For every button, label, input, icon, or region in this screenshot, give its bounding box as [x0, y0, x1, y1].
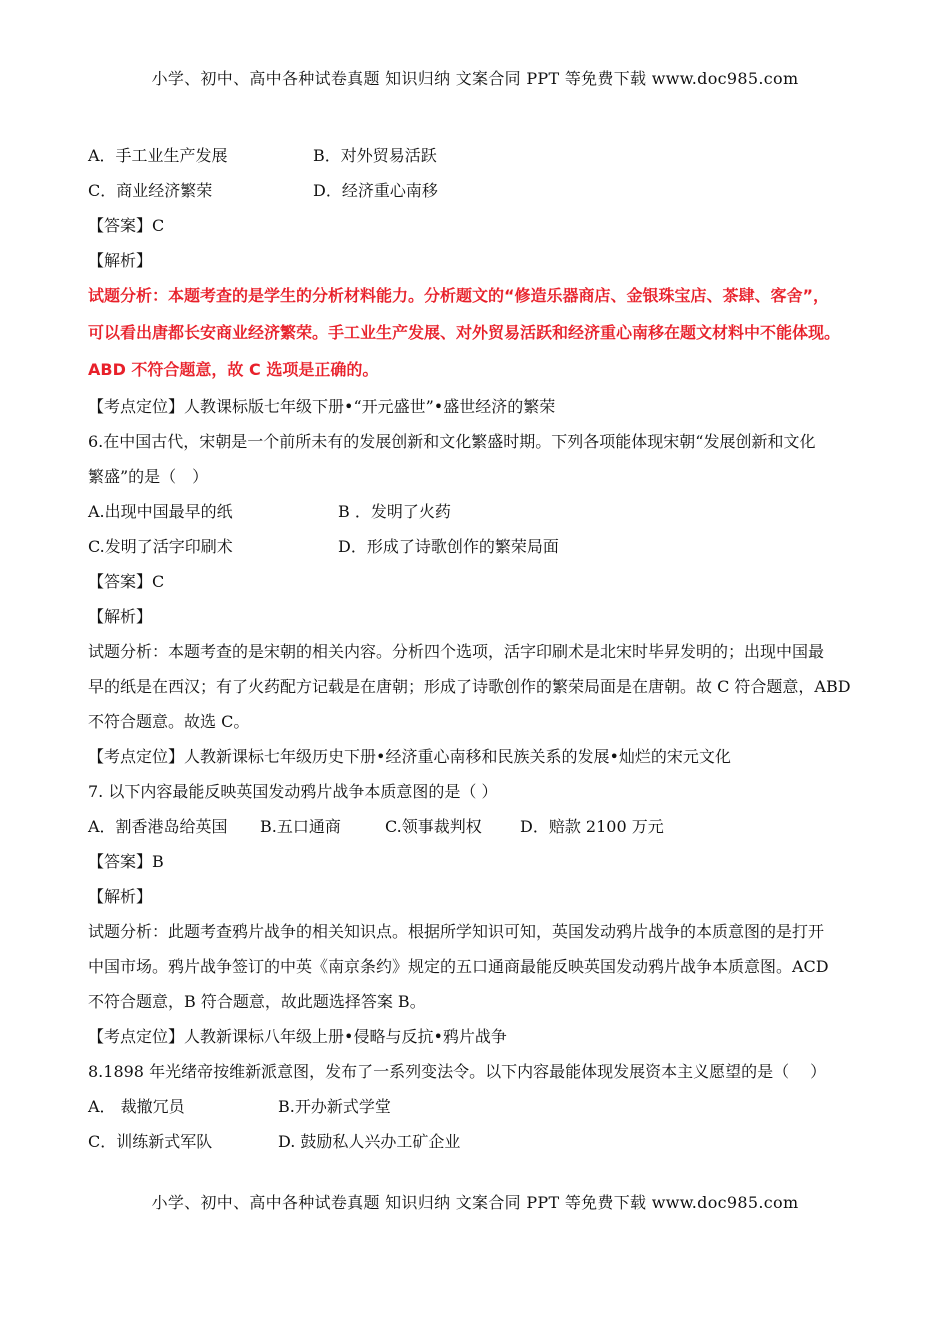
q5-analysis-line-3: ABD 不符合题意，故 C 选项是正确的。	[88, 360, 379, 379]
q6-analysis-label: 【解析】	[88, 607, 153, 626]
q6-option-d: D．形成了诗歌创作的繁荣局面	[338, 537, 559, 556]
q5-options-row-2	[88, 177, 878, 212]
q5-point: 【考点定位】人教课标版七年级下册•“开元盛世”•盛世经济的繁荣	[88, 397, 556, 416]
q7-answer: 【答案】B	[88, 852, 164, 871]
q7-option-b: B.五口通商	[260, 817, 341, 836]
q5-analysis-line-1: 试题分析：本题考查的是学生的分析材料能力。分析题文的“修造乐器商店、金银珠宝店、茶肆、客舍”，	[88, 286, 830, 305]
q7-analysis-line-1: 试题分析：此题考查鸦片战争的相关知识点。根据所学知识可知，英国发动鸦片战争的本质意图的是打开	[88, 922, 825, 941]
q5-analysis-line-2: 可以看出唐都长安商业经济繁荣。手工业生产发展、对外贸易活跃和经济重心南移在题文材料中不能体现。	[88, 323, 841, 342]
q5-option-d: D．经济重心南移	[313, 181, 438, 200]
q7-options-row	[88, 813, 878, 848]
q6-analysis-line-2: 早的纸是在西汉；有了火药配方记载是在唐朝；形成了诗歌创作的繁荣局面是在唐朝。故 C 符合题意，ABD	[88, 677, 851, 696]
q5-option-c: C．商业经济繁荣	[88, 181, 213, 200]
q6-point: 【考点定位】人教新课标七年级历史下册•经济重心南移和民族关系的发展•灿烂的宋元文化	[88, 747, 731, 766]
q5-option-a: A．手工业生产发展	[88, 146, 228, 165]
q7-analysis-label: 【解析】	[88, 887, 153, 906]
q6-option-a: A.出现中国最早的纸	[88, 502, 233, 521]
q8-options-row-2	[88, 1128, 878, 1163]
q5-analysis-label: 【解析】	[88, 251, 153, 270]
document-body	[88, 142, 878, 1163]
q7-option-a: A．割香港岛给英国	[88, 817, 228, 836]
q5-options-row-1	[88, 142, 878, 177]
q6-stem-line-1: 6.在中国古代，宋朝是一个前所未有的发展创新和文化繁盛时期。下列各项能体现宋朝“发展创新和文化	[88, 432, 816, 451]
q7-point: 【考点定位】人教新课标八年级上册•侵略与反抗•鸦片战争	[88, 1027, 507, 1046]
q5-answer: 【答案】C	[88, 216, 165, 235]
q6-analysis-line-3: 不符合题意。故选 C。	[88, 712, 250, 731]
q7-analysis-line-3: 不符合题意，B 符合题意，故此题选择答案 B。	[88, 992, 426, 1011]
q8-option-c: C．训练新式军队	[88, 1132, 213, 1151]
q6-analysis-line-1: 试题分析：本题考查的是宋朝的相关内容。分析四个选项，活字印刷术是北宋时毕昇发明的；出现中国最	[88, 642, 825, 661]
q6-option-c: C.发明了活字印刷术	[88, 537, 233, 556]
q7-option-d: D．赔款 2100 万元	[520, 817, 664, 836]
q7-option-c: C.领事裁判权	[385, 817, 482, 836]
q7-stem: 7. 以下内容最能反映英国发动鸦片战争本质意图的是（ ）	[88, 782, 498, 801]
q8-stem: 8.1898 年光绪帝按维新派意图，发布了一系列变法令。以下内容最能体现发展资本主义愿望的是（ ）	[88, 1062, 827, 1081]
q6-answer: 【答案】C	[88, 572, 165, 591]
q6-options-row-1	[88, 498, 878, 533]
q8-option-a: A． 裁撤冗员	[88, 1097, 185, 1116]
q6-options-row-2	[88, 533, 878, 568]
q7-analysis-line-2: 中国市场。鸦片战争签订的中英《南京条约》规定的五口通商最能反映英国发动鸦片战争本质意图。ACD	[88, 957, 829, 976]
q6-stem-line-2: 繁盛”的是（ ）	[88, 467, 209, 486]
q6-option-b: B ．发明了火药	[338, 502, 451, 521]
page-footer: 小学、初中、高中各种试卷真题 知识归纳 文案合同 PPT 等免费下载 www.doc985.com	[151, 1193, 799, 1212]
q8-options-row-1	[88, 1093, 878, 1128]
page-header: 小学、初中、高中各种试卷真题 知识归纳 文案合同 PPT 等免费下载 www.doc985.com	[151, 69, 799, 88]
q8-option-d: D. 鼓励私人兴办工矿企业	[278, 1132, 461, 1151]
q5-option-b: B．对外贸易活跃	[313, 146, 437, 165]
q8-option-b: B.开办新式学堂	[278, 1097, 391, 1116]
